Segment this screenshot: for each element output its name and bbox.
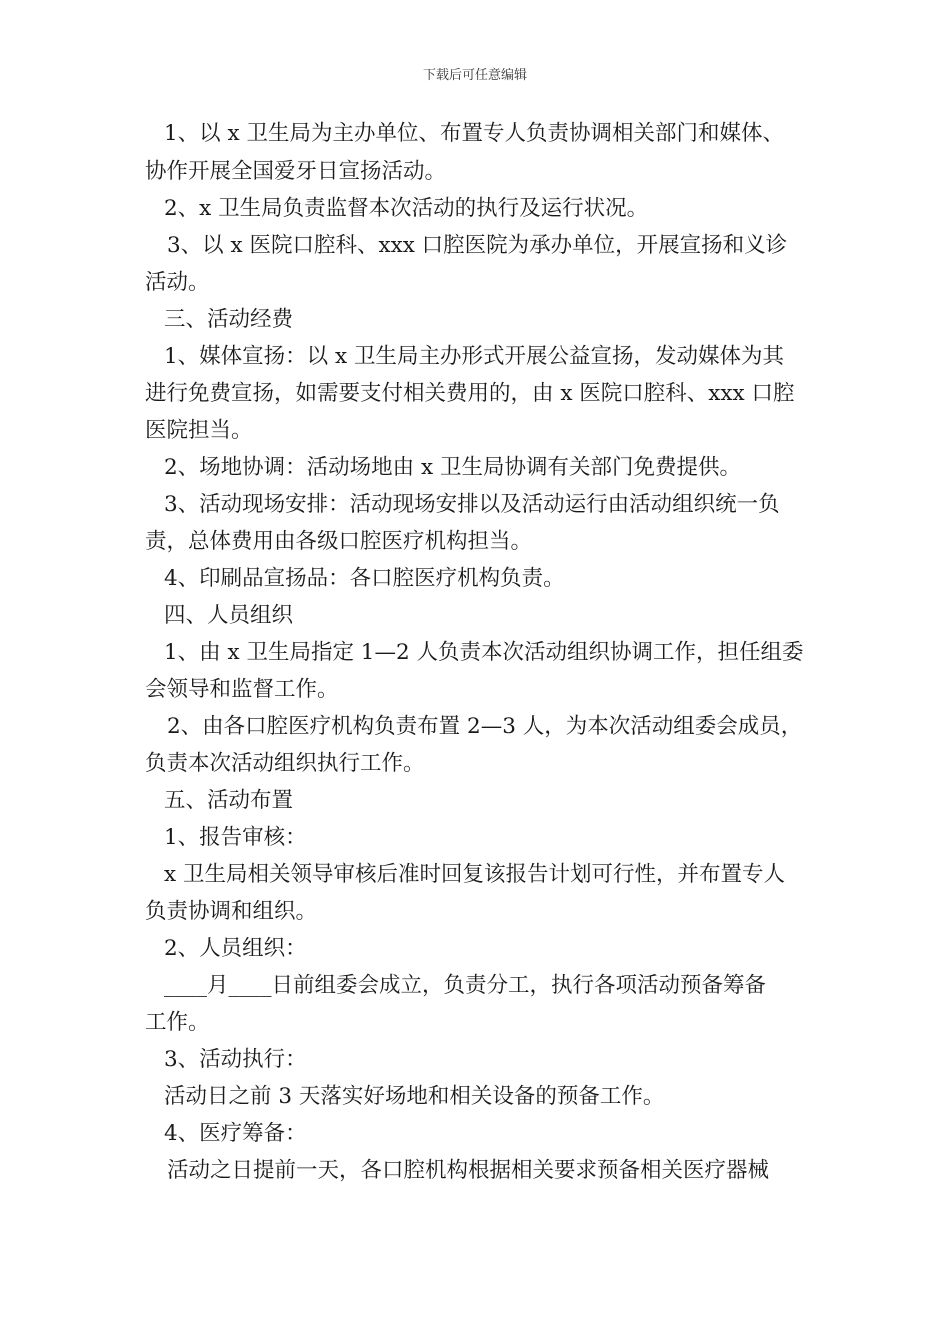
- text-line: 1、由 x 卫生局指定 1—2 人负责本次活动组织协调工作，担任组委: [164, 640, 804, 665]
- text-line: 3、以 x 医院口腔科、xxx 口腔医院为承办单位，开展宣扬和义诊: [167, 233, 788, 258]
- subheading: 2、人员组织：: [164, 936, 307, 961]
- text-line: 活动之日提前一天，各口腔机构根据相关要求预备相关医疗器械: [167, 1158, 770, 1183]
- section-heading: 四、人员组织: [164, 603, 294, 628]
- text-line: 医院担当。: [145, 418, 253, 443]
- text-line: 会领导和监督工作。: [145, 677, 339, 702]
- section-heading: 三、活动经费: [164, 307, 294, 332]
- text-line: 协作开展全国爱牙日宣扬活动。: [145, 159, 447, 184]
- text-line: x 卫生局相关领导审核后准时回复该报告计划可行性，并布置专人: [164, 862, 785, 887]
- section-heading: 五、活动布置: [164, 788, 294, 813]
- text-line: 活动日之前 3 天落实好场地和相关设备的预备工作。: [164, 1084, 665, 1109]
- subheading: 1、报告审核：: [164, 825, 307, 850]
- text-line: 3、活动现场安排：活动现场安排以及活动运行由活动组织统一负: [164, 492, 780, 517]
- text-line: 4、印刷品宣扬品：各口腔医疗机构负责。: [164, 566, 565, 591]
- text-line: 责，总体费用由各级口腔医疗机构担当。: [145, 529, 533, 554]
- subheading: 3、活动执行：: [164, 1047, 307, 1072]
- page-header: 下载后可任意编辑: [422, 68, 527, 83]
- text-line: 1、以 x 卫生局为主办单位、布置专人负责协调相关部门和媒体、: [164, 121, 784, 146]
- text-line: 2、场地协调：活动场地由 x 卫生局协调有关部门免费提供。: [164, 455, 741, 480]
- text-line: 活动。: [145, 270, 210, 295]
- text-line: 1、媒体宣扬：以 x 卫生局主办形式开展公益宣扬，发动媒体为其: [164, 344, 784, 369]
- text-line: 负责协调和组织。: [145, 899, 318, 924]
- text-line: 2、x 卫生局负责监督本次活动的执行及运行状况。: [164, 196, 649, 221]
- text-line: 2、由各口腔医疗机构负责布置 2—3 人，为本次活动组委会成员，: [167, 714, 803, 739]
- text-line: ____月____日前组委会成立，负责分工，执行各项活动预备筹备: [164, 973, 767, 998]
- subheading: 4、医疗筹备：: [164, 1121, 307, 1146]
- text-line: 工作。: [145, 1010, 210, 1035]
- text-line: 进行免费宣扬，如需要支付相关费用的，由 x 医院口腔科、xxx 口腔: [145, 381, 795, 406]
- text-line: 负责本次活动组织执行工作。: [145, 751, 425, 776]
